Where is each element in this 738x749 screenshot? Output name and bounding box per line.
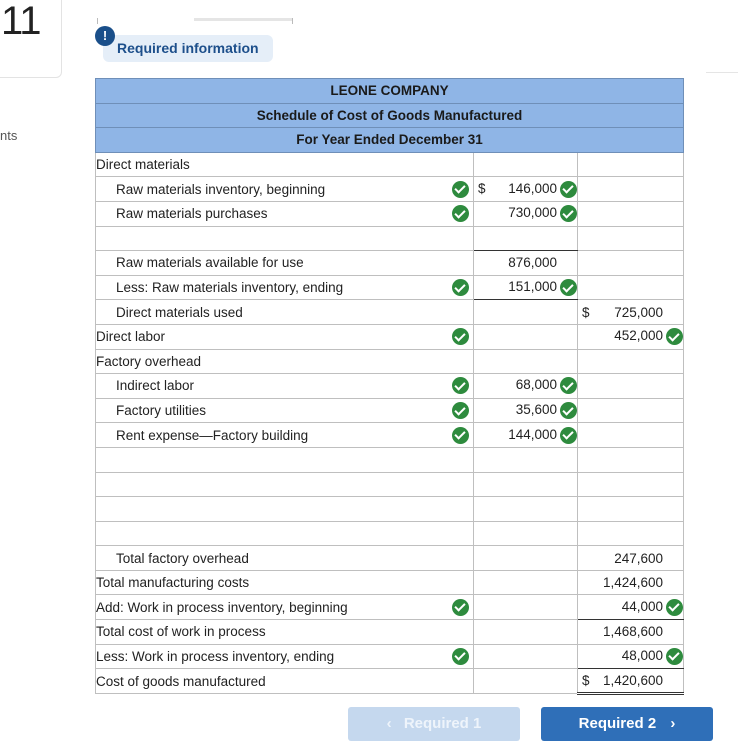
currency-symbol: $	[582, 673, 590, 689]
amount-cell[interactable]	[474, 570, 578, 595]
check-icon	[452, 205, 469, 222]
table-row	[96, 472, 684, 497]
question-number-card[interactable]	[0, 0, 62, 78]
company-name: LEONE COMPANY	[96, 79, 684, 104]
amount-value: 876,000	[508, 255, 557, 271]
amount-cell[interactable]	[578, 349, 684, 374]
table-row	[96, 669, 684, 694]
amount-cell[interactable]	[578, 497, 684, 522]
amount-cell[interactable]	[474, 595, 578, 620]
divider	[706, 72, 738, 73]
amount-value: 1,468,600	[602, 624, 664, 640]
amount-cell[interactable]	[474, 275, 578, 300]
check-icon	[666, 328, 683, 345]
amount-cell[interactable]	[474, 447, 578, 472]
line-label[interactable]	[96, 447, 442, 472]
amount-cell[interactable]	[474, 152, 578, 177]
amount-cell[interactable]	[474, 177, 578, 202]
line-label[interactable]: Cost of goods manufactured	[96, 669, 442, 694]
line-label[interactable]: Raw materials purchases	[96, 201, 442, 226]
check-icon	[560, 181, 577, 198]
amount-value: 452,000	[614, 328, 664, 344]
amount-cell[interactable]	[578, 570, 684, 595]
amount-value: 35,600	[515, 402, 557, 418]
table-row	[96, 374, 684, 399]
check-icon	[452, 377, 469, 394]
amount-cell[interactable]	[474, 546, 578, 571]
schedule-title: Schedule of Cost of Goods Manufactured	[96, 103, 684, 128]
amount-cell[interactable]	[474, 497, 578, 522]
previous-required-button[interactable]	[348, 707, 520, 741]
check-icon	[560, 402, 577, 419]
amount-cell[interactable]	[578, 669, 684, 694]
amount-cell[interactable]	[474, 521, 578, 546]
amount-cell[interactable]	[578, 275, 684, 300]
amount-cell[interactable]	[578, 374, 684, 399]
amount-cell[interactable]	[474, 374, 578, 399]
amount-cell[interactable]	[578, 644, 684, 669]
amount-cell[interactable]	[474, 251, 578, 276]
check-icon	[666, 648, 683, 665]
table-row	[96, 497, 684, 522]
check-icon	[452, 402, 469, 419]
amount-value: 151,000	[508, 279, 557, 295]
amount-cell[interactable]	[578, 472, 684, 497]
amount-cell[interactable]	[578, 398, 684, 423]
check-icon	[560, 205, 577, 222]
check-icon	[560, 427, 577, 444]
table-row	[96, 570, 684, 595]
amount-value: 1,420,600	[602, 673, 664, 689]
amount-cell[interactable]	[578, 177, 684, 202]
table-row	[96, 546, 684, 571]
check-icon	[666, 599, 683, 616]
line-label[interactable]	[96, 472, 442, 497]
currency-symbol: $	[478, 180, 486, 196]
line-label[interactable]	[96, 521, 442, 546]
section-label[interactable]: Factory overhead	[96, 349, 442, 374]
check-icon	[560, 377, 577, 394]
required-information-tab[interactable]: Required information	[103, 35, 273, 62]
amount-cell[interactable]	[578, 324, 684, 349]
progress-track	[194, 18, 292, 21]
table-row	[96, 226, 684, 251]
amount-cell[interactable]	[578, 620, 684, 645]
chevron-right-icon: ›	[670, 715, 676, 732]
amount-cell[interactable]	[578, 521, 684, 546]
amount-cell[interactable]	[578, 226, 684, 251]
table-row	[96, 423, 684, 448]
line-label[interactable]: Less: Work in process inventory, ending	[96, 644, 442, 669]
amount-cell[interactable]	[578, 152, 684, 177]
amount-cell[interactable]	[578, 546, 684, 571]
schedule-table	[95, 78, 684, 695]
amount-cell[interactable]	[474, 349, 578, 374]
line-label[interactable]: Add: Work in process inventory, beginning	[96, 595, 442, 620]
check-icon	[560, 279, 577, 296]
check-icon	[452, 599, 469, 616]
amount-cell[interactable]	[474, 201, 578, 226]
table-row	[96, 275, 684, 300]
line-label[interactable]: Rent expense—Factory building	[96, 423, 442, 448]
line-label[interactable]: Less: Raw materials inventory, ending	[96, 275, 442, 300]
next-required-button[interactable]	[541, 707, 713, 741]
line-label[interactable]: Direct materials used	[96, 300, 442, 325]
chevron-left-icon: ‹	[386, 715, 392, 732]
line-label[interactable]	[96, 497, 442, 522]
line-label[interactable]: Total factory overhead	[96, 546, 442, 571]
currency-symbol: $	[582, 304, 590, 320]
amount-cell[interactable]	[578, 201, 684, 226]
amount-cell[interactable]	[474, 620, 578, 645]
line-label[interactable]: Total manufacturing costs	[96, 570, 442, 595]
schedule-period: For Year Ended December 31	[96, 128, 684, 153]
amount-cell[interactable]	[474, 669, 578, 694]
line-label[interactable]: Direct labor	[96, 324, 442, 349]
line-label[interactable]: Factory utilities	[96, 398, 442, 423]
points-label: nts	[0, 128, 18, 143]
amount-cell[interactable]	[474, 423, 578, 448]
table-row	[96, 201, 684, 226]
amount-value: 247,600	[614, 550, 664, 566]
table-row	[96, 595, 684, 620]
table-row	[96, 644, 684, 669]
amount-value: 144,000	[508, 426, 557, 442]
line-label[interactable]	[96, 226, 442, 251]
table-row	[96, 521, 684, 546]
divider	[97, 18, 98, 24]
table-row	[96, 398, 684, 423]
section-label[interactable]: Direct materials	[96, 152, 442, 177]
check-icon	[452, 427, 469, 444]
amount-cell[interactable]	[474, 324, 578, 349]
alert-icon: !	[95, 26, 115, 46]
line-label[interactable]: Raw materials available for use	[96, 251, 442, 276]
amount-cell[interactable]	[578, 251, 684, 276]
line-label[interactable]: Indirect labor	[96, 374, 442, 399]
check-icon	[452, 181, 469, 198]
table-row	[96, 177, 684, 202]
table-row	[96, 620, 684, 645]
table-row	[96, 152, 684, 177]
table-row	[96, 324, 684, 349]
amount-value: 146,000	[508, 180, 557, 196]
amount-value: 68,000	[515, 377, 557, 393]
amount-value: 730,000	[508, 205, 557, 221]
check-icon	[452, 648, 469, 665]
table-row	[96, 349, 684, 374]
amount-cell[interactable]	[474, 300, 578, 325]
amount-cell[interactable]	[474, 472, 578, 497]
previous-button-label: Required 1	[403, 715, 482, 732]
amount-cell[interactable]	[474, 226, 578, 251]
check-icon	[452, 279, 469, 296]
amount-cell[interactable]	[578, 447, 684, 472]
table-row	[96, 251, 684, 276]
amount-value: 48,000	[621, 648, 664, 664]
amount-cell[interactable]	[578, 300, 684, 325]
table-row	[96, 300, 684, 325]
amount-value: 44,000	[621, 598, 664, 614]
question-number: 11	[1, 0, 41, 43]
amount-cell[interactable]	[474, 398, 578, 423]
table-row	[96, 447, 684, 472]
line-label[interactable]: Total cost of work in process	[96, 620, 442, 645]
amount-value: 725,000	[614, 304, 664, 320]
check-icon	[452, 328, 469, 345]
next-button-label: Required 2	[578, 715, 657, 732]
amount-cell[interactable]	[474, 644, 578, 669]
amount-cell[interactable]	[578, 423, 684, 448]
amount-cell[interactable]	[578, 595, 684, 620]
amount-value: 1,424,600	[602, 575, 664, 591]
line-label[interactable]: Raw materials inventory, beginning	[96, 177, 442, 202]
